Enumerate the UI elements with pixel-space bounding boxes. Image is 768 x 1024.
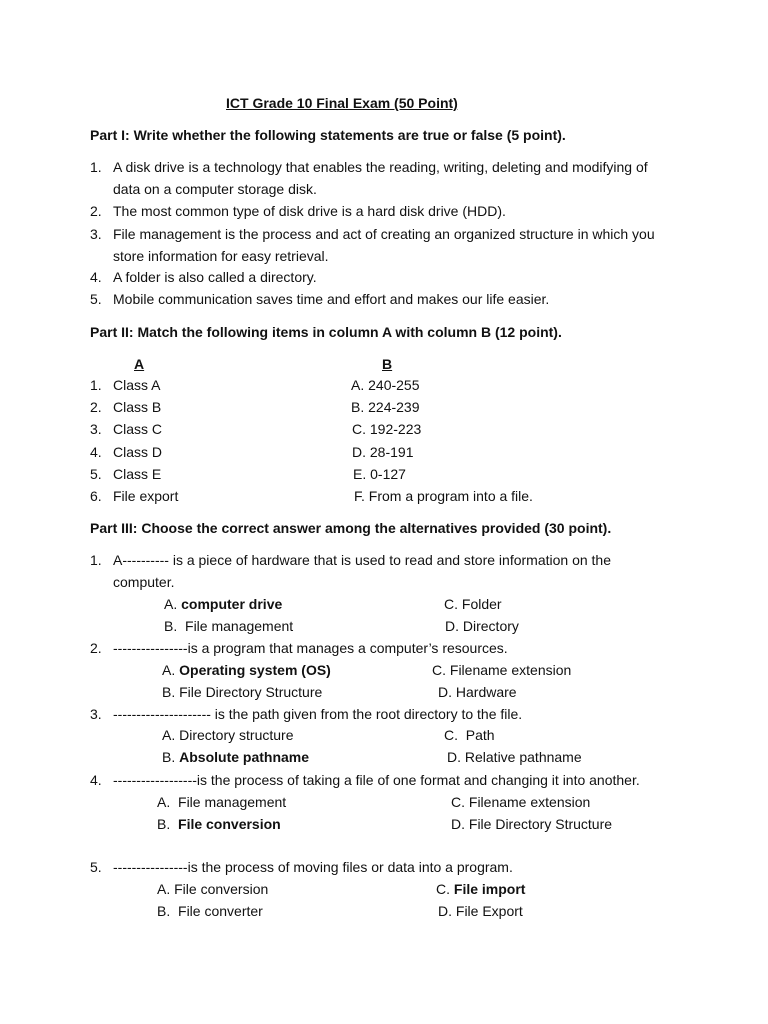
item-number: 5. [90,291,102,307]
option-letter: C. [432,662,446,678]
question-text: A---------- is a piece of hardware that is used to read and store information on the [113,552,611,568]
option-d [447,748,582,766]
statement-line: Mobile communication saves time and effort and makes our life easier. [113,291,550,307]
option-a [157,880,268,898]
question-text: --------------------- is the path given from the root directory to the file. [113,706,523,722]
item-number: 2. [90,203,102,219]
option-c [444,595,502,613]
option-text: File converter [178,903,263,919]
option-text: File conversion [174,881,269,897]
option-letter: D. [451,816,465,832]
option-text: Operating system (OS) [179,662,331,678]
option-letter: B. [162,749,176,765]
question-number: 2. [90,640,102,656]
column-b-item: B. 224-239 [351,399,420,415]
question-number: 4. [90,772,102,788]
column-b-item: E. 0-127 [353,466,406,482]
option-b [157,815,281,833]
option-a [157,793,286,811]
statement-line: store information for easy retrieval. [113,248,329,264]
option-letter: D. [445,618,459,634]
option-text: File Export [455,903,523,919]
column-b-header: B [382,356,393,372]
item-number: 3. [90,226,102,242]
option-letter: B. [164,618,178,634]
statement-line: The most common type of disk drive is a hard disk drive (HDD). [113,203,506,219]
option-text: computer drive [181,596,283,612]
column-b-item: C. 192-223 [352,421,422,437]
statement-line: A folder is also called a directory. [113,269,317,285]
question-number: 5. [90,859,102,875]
option-letter: C. [451,794,465,810]
option-letter: B. [162,684,176,700]
row-number: 6. [90,488,102,504]
option-text: Folder [461,596,502,612]
option-text: File management [178,794,287,810]
option-text: Filename extension [468,794,591,810]
option-letter: A. [162,662,176,678]
option-d [438,902,523,920]
row-number: 3. [90,421,102,437]
option-letter: D. [447,749,461,765]
part1-heading: Part I: Write whether the following statements are true or false (5 point). [90,127,566,143]
option-c [451,793,590,811]
statement-line: A disk drive is a technology that enables the reading, writing, deleting and modifying of [113,159,648,175]
column-b-item: F. From a program into a file. [354,488,533,504]
option-letter: A. [157,794,171,810]
part3-heading: Part III: Choose the correct answer among the alternatives provided (30 point). [90,520,612,536]
option-letter: C. [436,881,450,897]
question-text: ----------------is the process of moving files or data into a program. [113,859,513,875]
column-a-item: Class C [113,421,163,437]
question-text: ----------------is a program that manages a computer’s resources. [113,640,508,656]
option-text: File import [453,881,526,897]
column-a-header: A [134,356,145,372]
item-number: 1. [90,159,102,175]
option-letter: D. [438,684,452,700]
row-number: 5. [90,466,102,482]
option-letter: C. [444,727,458,743]
statement-line: data on a computer storage disk. [113,181,317,197]
question-text: computer. [113,574,175,590]
option-letter: C. [444,596,458,612]
option-text: File Directory Structure [179,684,323,700]
question-number: 1. [90,552,102,568]
row-number: 2. [90,399,102,415]
option-d [451,815,612,833]
option-c [444,726,495,744]
option-c [432,661,571,679]
row-number: 1. [90,377,102,393]
option-b [162,683,322,701]
option-a [162,661,331,679]
option-text: File Directory Structure [468,816,613,832]
option-text: File management [185,618,294,634]
option-c [436,880,525,898]
column-a-item: Class B [113,399,162,415]
option-d [445,617,519,635]
option-letter: A. [164,596,178,612]
question-text: ------------------is the process of taking a file of one format and changing it into another. [113,772,640,788]
option-b [157,902,263,920]
column-a-item: Class E [113,466,162,482]
option-text: Absolute pathname [179,749,310,765]
option-text: Directory structure [179,727,294,743]
exam-title: ICT Grade 10 Final Exam (50 Point) [226,95,458,111]
option-text: Path [465,727,495,743]
option-text: Directory [462,618,519,634]
part2-heading: Part II: Match the following items in column A with column B (12 point). [90,324,562,340]
option-d [438,683,517,701]
option-text: Hardware [455,684,517,700]
question-number: 3. [90,706,102,722]
option-letter: D. [438,903,452,919]
column-b-item: D. 28-191 [352,444,414,460]
row-number: 4. [90,444,102,460]
column-a-item: Class A [113,377,161,393]
option-letter: A. [157,881,171,897]
option-letter: B. [157,816,171,832]
option-letter: B. [157,903,171,919]
column-a-item: File export [113,488,179,504]
column-a-item: Class D [113,444,163,460]
item-number: 4. [90,269,102,285]
option-a [164,595,282,613]
option-text: Filename extension [449,662,572,678]
option-text: File conversion [178,816,281,832]
option-a [162,726,293,744]
statement-line: File management is the process and act of creating an organized structure in which you [113,226,655,242]
option-text: Relative pathname [464,749,582,765]
column-b-item: A. 240-255 [351,377,420,393]
option-letter: A. [162,727,176,743]
option-b [162,748,309,766]
option-b [164,617,293,635]
